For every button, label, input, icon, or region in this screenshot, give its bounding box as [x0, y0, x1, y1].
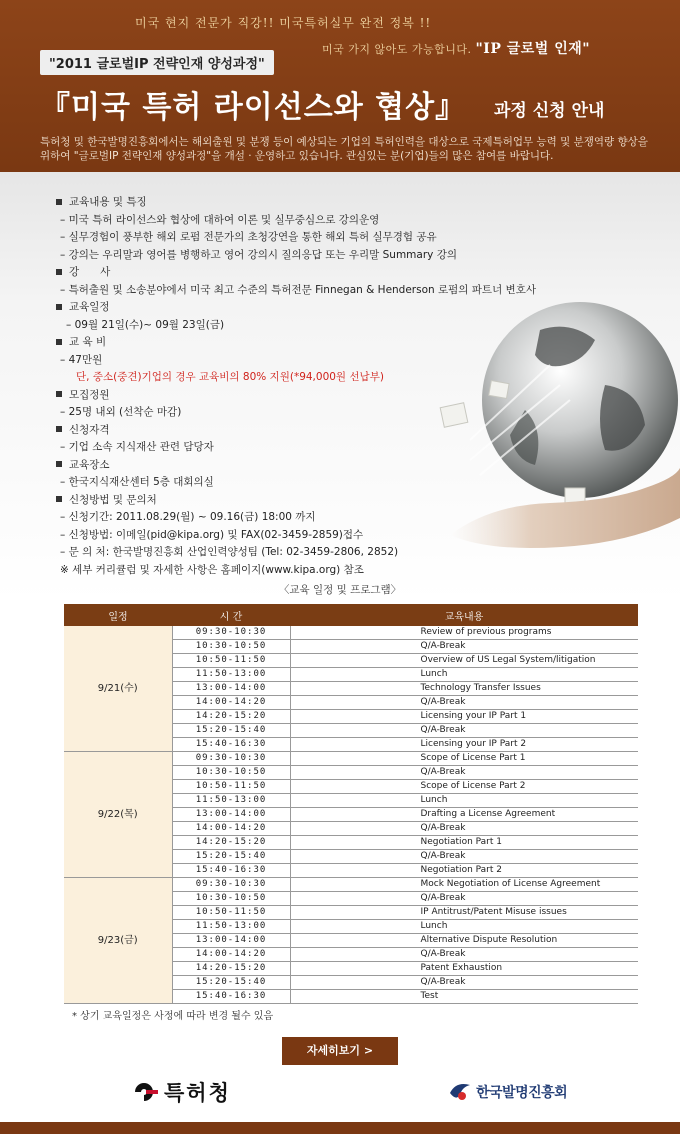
kipo-logo [132, 1078, 231, 1106]
section-title: 교육일정 [69, 301, 110, 313]
table-header-row [64, 604, 638, 626]
time-cell: 09:30-10:30 [172, 626, 290, 640]
content-cell: Q/A-Break [290, 892, 638, 906]
section-eligibility [48, 422, 568, 440]
content-cell: Overview of US Legal System/litigation [290, 654, 638, 668]
content-cell: Test [290, 990, 638, 1004]
course-info [48, 194, 568, 579]
info-item: – 문 의 처: 한국발명진흥회 산업인력양성팀 (Tel: 02-3459-2806, 2852) [60, 546, 399, 558]
section-application [48, 492, 568, 510]
info-item: – 강의는 우리말과 영어를 병행하고 영어 강의시 질의응답 또는 우리말 Summary 강의 [60, 248, 457, 261]
course-tag: "2011 글로벌IP 전략인재 양성과정" [40, 50, 274, 75]
time-cell: 15:40-16:30 [172, 738, 290, 752]
column-header: 시 간 [172, 604, 290, 626]
kipo-emblem-icon [132, 1081, 158, 1103]
square-bullet-icon [56, 426, 62, 432]
content-cell: Q/A-Break [290, 976, 638, 990]
table-row [64, 878, 638, 892]
section-content [48, 194, 568, 212]
day-cell: 9/22(목) [64, 752, 172, 878]
square-bullet-icon [56, 269, 62, 275]
square-bullet-icon [56, 461, 62, 467]
kipa-logo-text: 한국발명진흥회 [476, 1085, 568, 1101]
content-cell: Lunch [290, 920, 638, 934]
time-cell: 14:20-15:20 [172, 962, 290, 976]
section-fee [48, 334, 568, 352]
page-title: 『미국 특허 라이선스와 협상』 [40, 90, 467, 125]
slogan-secondary [322, 38, 590, 58]
square-bullet-icon [56, 304, 62, 310]
info-item: – 신청방법: 이메일(pid@kipa.org) 및 FAX(02-3459-2859)접수 [60, 528, 364, 541]
square-bullet-icon [56, 496, 62, 502]
info-item: – 특허출원 및 소송분야에서 미국 최고 수준의 특허전문 Finnegan & Henderson 로펌의 파트너 변호사 [60, 283, 536, 296]
content-cell: Q/A-Break [290, 822, 638, 836]
kipa-emblem-icon [448, 1081, 472, 1103]
schedule-table [64, 604, 638, 1004]
content-cell: Scope of License Part 2 [290, 780, 638, 794]
content-cell: Q/A-Break [290, 724, 638, 738]
time-cell: 10:50-11:50 [172, 780, 290, 794]
day-cell: 9/21(수) [64, 626, 172, 752]
schedule-caption: 〈교육 일정 및 프로그램〉 [278, 584, 402, 596]
info-item: – 미국 특허 라이선스와 협상에 대하여 이론 및 실무중심으로 강의운영 [60, 213, 380, 226]
content-cell: Q/A-Break [290, 640, 638, 654]
content-cell: Q/A-Break [290, 850, 638, 864]
info-item: – 47만원 [60, 353, 103, 366]
section-title: 교 육 비 [69, 336, 107, 348]
footer-bar [0, 1122, 680, 1134]
table-row [64, 626, 638, 640]
content-cell: Technology Transfer Issues [290, 682, 638, 696]
info-item: ※ 세부 커리큘럼 및 자세한 사항은 홈페이지(www.kipa.org) 참조 [60, 563, 364, 576]
column-header: 교육내용 [290, 604, 638, 626]
section-title: 신청자격 [69, 423, 110, 436]
info-item: – 09월 21일(수)~ 09월 23일(금) [66, 318, 225, 331]
day-cell: 9/23(금) [64, 878, 172, 1004]
time-cell: 09:30-10:30 [172, 878, 290, 892]
content-cell: Mock Negotiation of License Agreement [290, 878, 638, 892]
section-title: 교육장소 [69, 458, 110, 471]
section-title: 신청방법 및 문의처 [69, 493, 157, 506]
content-cell: Patent Exhaustion [290, 962, 638, 976]
content-cell: Q/A-Break [290, 766, 638, 780]
time-cell: 13:00-14:00 [172, 934, 290, 948]
time-cell: 14:00-14:20 [172, 822, 290, 836]
info-item: – 한국지식재산센터 5층 대회의실 [60, 476, 214, 488]
time-cell: 10:30-10:50 [172, 892, 290, 906]
time-cell: 13:00-14:00 [172, 682, 290, 696]
content-cell: Lunch [290, 794, 638, 808]
content-cell: Negotiation Part 2 [290, 864, 638, 878]
time-cell: 10:50-11:50 [172, 654, 290, 668]
content-cell: Lunch [290, 668, 638, 682]
content-cell: Review of previous programs [290, 626, 638, 640]
time-cell: 15:20-15:40 [172, 850, 290, 864]
time-cell: 15:40-16:30 [172, 990, 290, 1004]
section-lecturer [48, 264, 568, 282]
slogan-secondary-text: 미국 가지 않아도 가능합니다. [322, 43, 476, 56]
info-item: – 신청기간: 2011.08.29(월) ~ 09.16(금) 18:00 까지 [60, 511, 316, 523]
time-cell: 15:40-16:30 [172, 864, 290, 878]
content-cell: Q/A-Break [290, 696, 638, 710]
section-title: 교육내용 및 특징 [69, 196, 147, 208]
square-bullet-icon [56, 391, 62, 397]
time-cell: 14:00-14:20 [172, 948, 290, 962]
content-cell: Licensing your IP Part 1 [290, 710, 638, 724]
section-capacity [48, 387, 568, 405]
time-cell: 11:50-13:00 [172, 920, 290, 934]
time-cell: 10:30-10:50 [172, 640, 290, 654]
intro-text: 특허청 및 한국발명진흥회에서는 해외출원 및 분쟁 등이 예상되는 기업의 특허인력을 대상으로 국제특허업무 능력 및 분쟁역량 향상을 위하여 "글로벌IP 전략인재 양성과정"을 개설 · 운영하고 있습니다. 관심있는 분(기업)들의 많은 참여를 바랍니다. [40, 136, 648, 162]
time-cell: 10:30-10:50 [172, 766, 290, 780]
content-cell: Scope of License Part 1 [290, 752, 638, 766]
fee-discount-note: 단, 중소(중견)기업의 경우 교육비의 80% 지원(*94,000원 선납부) [76, 371, 384, 383]
content-cell: Drafting a License Agreement [290, 808, 638, 822]
time-cell: 14:20-15:20 [172, 836, 290, 850]
time-cell: 14:20-15:20 [172, 710, 290, 724]
schedule-note: * 상기 교육일정은 사정에 따라 변경 될수 있음 [72, 1011, 274, 1022]
time-cell: 11:50-13:00 [172, 794, 290, 808]
content-cell: Q/A-Break [290, 948, 638, 962]
kipo-logo-text: 특허청 [164, 1081, 231, 1105]
square-bullet-icon [56, 199, 62, 205]
kipa-logo [448, 1078, 567, 1106]
section-title: 모집정원 [69, 388, 110, 401]
time-cell: 09:30-10:30 [172, 752, 290, 766]
header-banner [0, 0, 680, 172]
time-cell: 15:20-15:40 [172, 976, 290, 990]
section-schedule [48, 299, 568, 317]
slogan-emphasis: "IP 글로벌 인재" [475, 41, 591, 57]
content-cell: Negotiation Part 1 [290, 836, 638, 850]
time-cell: 14:00-14:20 [172, 696, 290, 710]
time-cell: 15:20-15:40 [172, 724, 290, 738]
square-bullet-icon [56, 339, 62, 345]
section-venue [48, 457, 568, 475]
content-cell: Alternative Dispute Resolution [290, 934, 638, 948]
column-header: 일정 [64, 604, 172, 626]
info-item: – 25명 내외 (선착순 마감) [60, 406, 182, 418]
info-item: – 기업 소속 지식재산 관련 담당자 [60, 441, 214, 453]
view-details-button[interactable]: 자세히보기 > [282, 1037, 398, 1065]
time-cell: 13:00-14:00 [172, 808, 290, 822]
page-subtitle: 과정 신청 안내 [494, 101, 605, 121]
info-item: – 실무경험이 풍부한 해외 로펌 전문가의 초청강연을 통한 해외 특허 실무경험 공유 [60, 231, 437, 243]
time-cell: 10:50-11:50 [172, 906, 290, 920]
section-title: 강 사 [69, 266, 111, 278]
content-cell: Licensing your IP Part 2 [290, 738, 638, 752]
table-row [64, 752, 638, 766]
time-cell: 11:50-13:00 [172, 668, 290, 682]
slogan-primary: 미국 현지 전문가 직강!! 미국특허실무 완전 정복 !! [135, 16, 432, 30]
content-cell: IP Antitrust/Patent Misuse issues [290, 906, 638, 920]
